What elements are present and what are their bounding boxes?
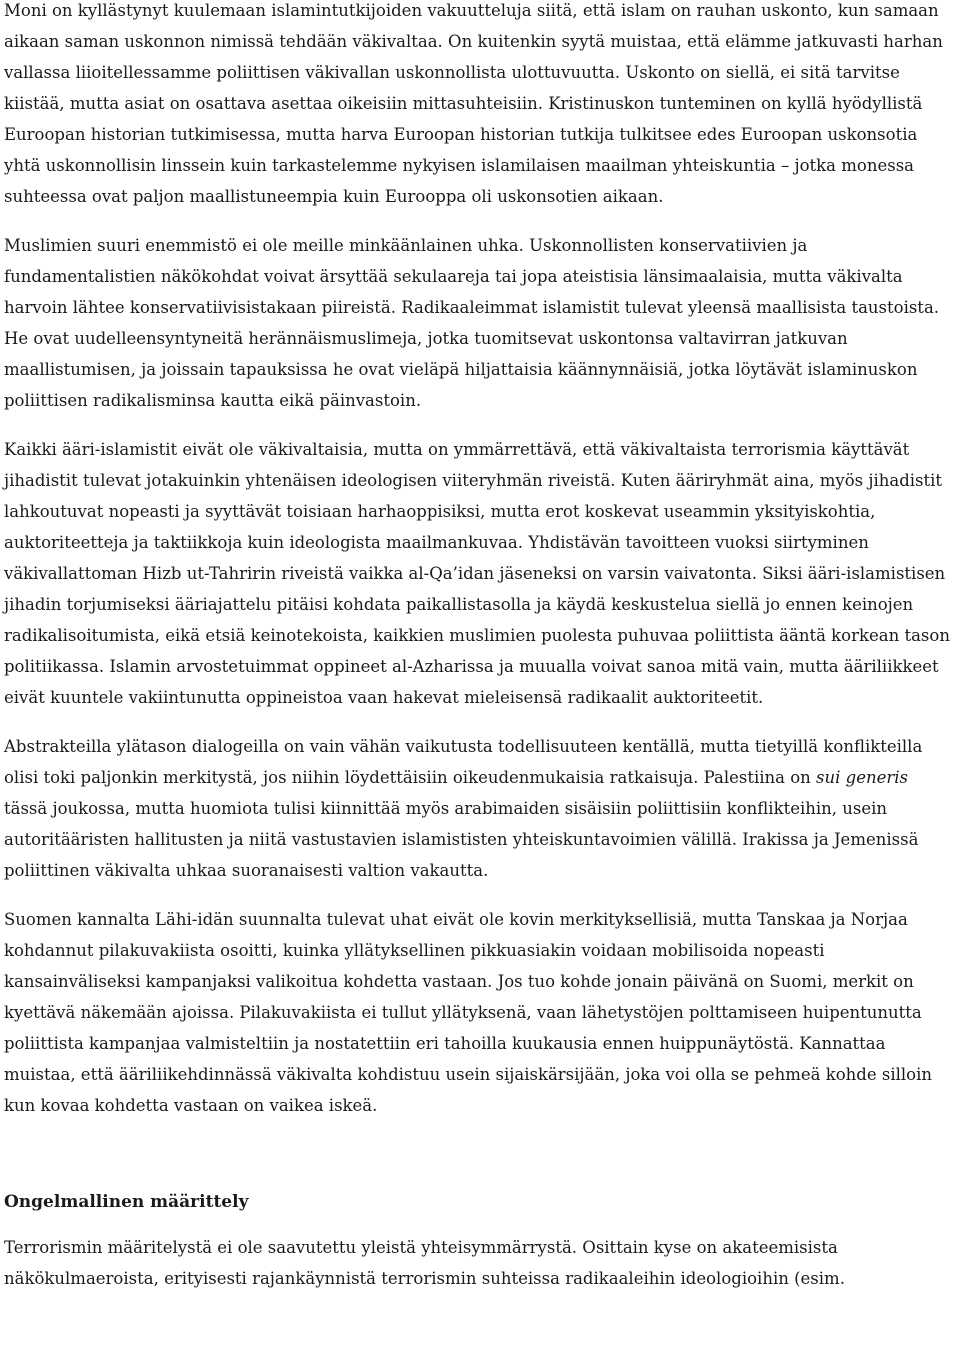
section-heading: Ongelmallinen määrittely bbox=[4, 1192, 249, 1212]
italic-term: sui generis bbox=[816, 768, 909, 787]
body-paragraph-1 bbox=[4, 0, 956, 212]
paragraph-text: Abstrakteilla ylätason dialogeilla on vain vähän vaikutusta todellisuuteen kentällä, mutta tietyillä konflikteilla olisi toki paljonkin merkitystä, jos niihin löydettäisiin oikeudenmukaisia ratkaisuja. Palestiina on bbox=[4, 737, 923, 787]
body-paragraph-3 bbox=[4, 434, 956, 713]
section-spacer bbox=[4, 1139, 956, 1187]
paragraph-text: Moni on kyllästynyt kuulemaan islamintutkijoiden vakuutteluja siitä, että islam on rauhan uskonto, kun samaan aikaan saman uskonnon nimissä tehdään väkivaltaa. On kuitenkin syytä muistaa, että elämme jatkuvasti harhan vallassa liioitellessamme poliittisen väkivallan uskonnollista ulottuvuutta. Uskonto on siellä, ei sitä tarvitse kiistää, mutta asiat on osattava asettaa oikeisiin mittasuhteisiin. Kristinuskon tunteminen on kyllä hyödyllistä Euroopan historian tutkimisessa, mutta harva Euroopan historian tutkija tulkitsee edes Euroopan uskonsotia yhtä uskonnollisin linssein kuin tarkastelemme nykyisen islamilaisen maailman yhteiskuntia – jotka monessa suhteessa ovat paljon maallistuneempia kuin Eurooppa oli uskonsotien aikaan. bbox=[4, 1, 943, 206]
paragraph-text: Muslimien suuri enemmistö ei ole meille minkäänlainen uhka. Uskonnollisten konservatiivien ja fundamentalistien näkökohdat voivat ärsyttää sekulaareja tai jopa ateistisia länsimaalaisia, mutta väkivalta harvoin lähtee konservatiivisistakaan piireistä. Radikaaleimmat islamistit tulevat yleensä maallisista taustoista. He ovat uudelleensyntyneitä herännäismuslimeja, jotka tuomitsevat uskontonsa valtavirran jatkuvan maallistumisen, ja joissain tapauksissa he ovat vieläpä hiljattaisia käännynnäisiä, jotka löytävät islaminuskon poliittisen radikalisminsa kautta eikä päinvastoin. bbox=[4, 236, 940, 410]
body-paragraph-5 bbox=[4, 904, 956, 1121]
paragraph-text: Kaikki ääri-islamistit eivät ole väkivaltaisia, mutta on ymmärrettävä, että väkivaltaista terrorismia käyttävät jihadistit tulevat jotakuinkin yhtenäisen ideologisen viiteryhmän riveistä. Kuten ääriryhmät aina, myös jihadistit lahkoutuvat nopeasti ja syyttävät toisiaan harhaoppisiksi, mutta erot koskevat useammin yksityiskohtia, auktoriteetteja ja taktiikkoja kuin ideologista maailmankuvaa. Yhdistävän tavoitteen vuoksi siirtyminen väkivallattoman Hizb ut-Tahririn riveistä vaikka al-Qa’idan jäseneksi on varsin vaivatonta. Siksi ääri-islamistisen jihadin torjumiseksi ääriajattelu pitäisi kohdata paikallistasolla ja käydä keskustelua siellä jo ennen keinojen radikalisoitumista, eikä etsiä keinotekoista, kaikkien muslimien puolesta puhuvaa poliittista ääntä korkean tason politiikassa. Islamin arvostetuimmat oppineet al-Azharissa ja muualla voivat sanoa mitä vain, mutta ääriliikkeet eivät kuuntele vakiintunutta oppineistoa vaan hakevat mieleisensä radikaalit auktoriteetit. bbox=[4, 440, 950, 707]
body-paragraph-2 bbox=[4, 230, 956, 416]
section-paragraph: Terrorismin määritelystä ei ole saavutettu yleistä yhteisymmärrystä. Osittain kyse on akateemisista näkökulmaeroista, erityisesti rajankäynnistä terrorismin suhteissa radikaaleihin ideologioihin (esim. bbox=[4, 1238, 845, 1288]
body-paragraph-4 bbox=[4, 731, 956, 886]
paragraph-text: Suomen kannalta Lähi-idän suunnalta tulevat uhat eivät ole kovin merkityksellisiä, mutta Tanskaa ja Norjaa kohdannut pilakuvakiista osoitti, kuinka yllätyksellinen pikkuasiakin voidaan mobilisoida nopeasti kansainväliseksi kampanjaksi valikoitua kohdetta vastaan. Jos tuo kohde jonain päivänä on Suomi, merkit on kyettävä näkemään ajoissa. Pilakuvakiista ei tullut yllätyksenä, vaan lähetystöjen polttamiseen huipentunutta poliittista kampanjaa valmisteltiin ja nostatettiin eri tahoilla kuukausia ennen huippunäytöstä. Kannattaa muistaa, että ääriliikehdinnässä väkivalta kohdistuu usein sijaiskärsijään, joka voi olla se pehmeä kohde silloin kun kovaa kohdetta vastaan on vaikea iskeä. bbox=[4, 910, 932, 1115]
paragraph-text: tässä joukossa, mutta huomiota tulisi kiinnittää myös arabimaiden sisäisiin poliittisiin konflikteihin, usein autoritääristen hallitusten ja niitä vastustavien islamististen yhteiskuntavoimien välillä. Irakissa ja Jemenissä poliittinen väkivalta uhkaa suoranaisesti valtion vakautta. bbox=[4, 799, 919, 880]
